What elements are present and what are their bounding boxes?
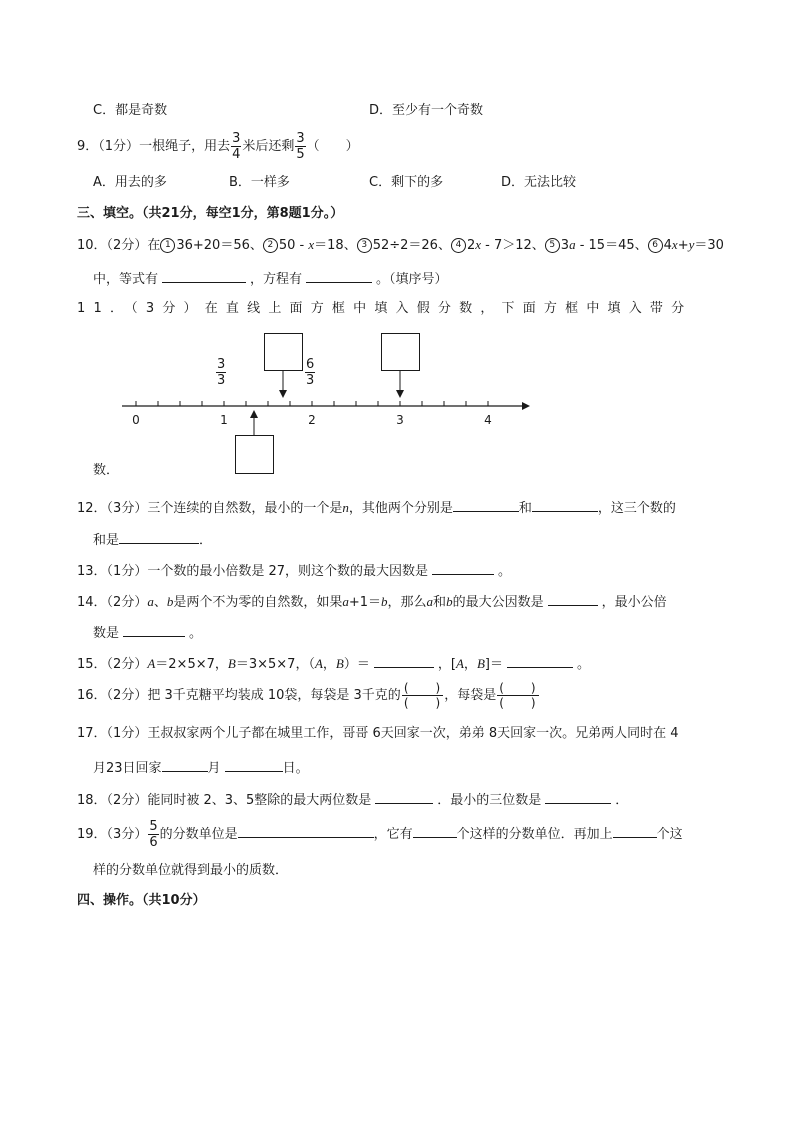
question-text: ， (463, 657, 477, 672)
q9-option-b: B．一样多 (229, 175, 290, 190)
answer-blank[interactable] (123, 624, 185, 637)
answer-blank[interactable] (532, 499, 598, 512)
question-text: 月23日回家 (93, 761, 162, 776)
expression: 2 (466, 238, 476, 253)
question-16 (77, 682, 540, 709)
q8-option-d: D．至少有一个奇数 (369, 103, 484, 118)
answer-fraction-blank[interactable] (497, 682, 538, 709)
question-text: ，它有 (373, 827, 413, 842)
question-text: ，其他两个分别是 (348, 501, 453, 516)
question-text: 是两个不为零的自然数，如果 (173, 595, 343, 610)
question-18 (77, 791, 628, 807)
question-score: （2分） (106, 657, 148, 672)
variable: b (166, 594, 174, 609)
variable: B (227, 656, 236, 671)
question-number: 19． (77, 827, 107, 842)
expression: + (677, 238, 689, 253)
circled-number: 2 (263, 238, 278, 253)
variable: y (688, 237, 695, 252)
question-text: 数是 (93, 626, 120, 641)
variable: A (314, 656, 323, 671)
question-text: ，最小公倍 (601, 595, 667, 610)
question-12 (77, 499, 676, 515)
question-text: 。（填序号） (376, 272, 448, 287)
answer-blank[interactable] (413, 825, 457, 838)
question-score: （2分） (106, 595, 148, 610)
question-text: 的分数单位是 (159, 827, 238, 842)
down-arrow-head (279, 390, 287, 398)
fraction-denominator: 5 (296, 147, 305, 162)
question-17-line-2 (93, 759, 309, 775)
question-text: 。 (576, 657, 590, 672)
question-score: （1分） (106, 726, 148, 741)
expression: 4 (663, 238, 672, 253)
fraction-denominator: 6 (149, 835, 158, 850)
variable: a (342, 594, 349, 609)
question-score: （3分） (106, 827, 148, 842)
question-text: 月 (207, 761, 221, 776)
question-number: 10． (77, 238, 107, 253)
question-text: 在 (147, 238, 161, 253)
expression: ＝30 (694, 238, 724, 253)
variable: a (569, 237, 576, 252)
question-text: ，方程有 (250, 272, 303, 287)
variable: B (476, 656, 485, 671)
question-text: 米后还剩 (242, 139, 295, 154)
expression: ＝18、 (314, 238, 357, 253)
tick-label: 1 (220, 413, 228, 427)
variable: a (426, 594, 434, 609)
tick-label: 3 (396, 413, 404, 427)
variable: B (335, 656, 344, 671)
answer-blank[interactable] (432, 562, 494, 575)
fraction-5-over-6 (148, 820, 158, 849)
expression: 50 - (278, 238, 309, 253)
question-text: ]＝ (484, 657, 503, 672)
question-text: +1＝ (348, 595, 382, 610)
fraction-numerator-blank[interactable]: ( ) (499, 681, 537, 695)
tick-labels (132, 413, 492, 427)
tick-label: 0 (132, 413, 140, 427)
answer-parentheses: （ ） (306, 139, 359, 154)
variable: b (381, 594, 388, 609)
q8-option-c: C．都是奇数 (93, 103, 168, 118)
question-number: 14． (77, 595, 107, 610)
question-13 (77, 562, 511, 578)
variable: n (342, 500, 349, 515)
question-text: 、 (153, 595, 167, 610)
question-score: （1分） (106, 564, 148, 579)
fraction-numerator: 3 (217, 357, 226, 372)
question-number: 15． (77, 657, 107, 672)
circled-number: 3 (357, 238, 372, 253)
circled-number: 4 (451, 238, 466, 253)
answer-fraction-blank[interactable] (402, 682, 443, 709)
answer-blank[interactable] (507, 655, 573, 668)
question-text: ）＝ (343, 657, 370, 672)
fraction-denominator: 4 (232, 147, 241, 162)
question-15 (77, 655, 590, 671)
tick-label: 2 (308, 413, 316, 427)
question-text: 和是 (93, 533, 120, 548)
question-17 (77, 727, 679, 740)
variable: A (455, 656, 464, 671)
tick-label: 4 (484, 413, 492, 427)
question-number: 16． (77, 688, 107, 703)
question-text: 。 (498, 564, 512, 579)
question-text: 个这样的分数单位．再加上 (456, 827, 613, 842)
answer-blank[interactable] (119, 531, 199, 544)
question-text: 能同时被 2、3、5整除的最大两位数是 (147, 793, 372, 808)
up-arrow-head (250, 410, 258, 418)
variable: x (475, 237, 482, 252)
expression: 3 (560, 238, 570, 253)
circled-number: 6 (648, 238, 663, 253)
answer-blank[interactable] (613, 825, 657, 838)
axis-arrow (522, 402, 530, 410)
question-text: 把 3千克糖平均装成 10袋，每袋是 3千克的 (147, 688, 401, 703)
question-text: ． (615, 793, 629, 808)
question-text: 一根绳子，用去 (139, 139, 231, 154)
variable: x (671, 237, 678, 252)
question-text: 日。 (282, 761, 309, 776)
fraction-numerator: 6 (306, 357, 315, 372)
fraction-numerator: 3 (296, 131, 305, 146)
question-number: 12． (77, 501, 107, 516)
question-score: （2分） (106, 688, 148, 703)
question-number: 9． (77, 139, 99, 154)
question-number: 18． (77, 793, 107, 808)
answer-blank[interactable] (548, 593, 598, 606)
question-text: 王叔叔家两个儿子都在城里工作，哥哥 6天回家一次，弟弟 8天回家一次。兄弟两人同时在 4 (147, 726, 679, 741)
question-number: 13． (77, 564, 107, 579)
question-text: ＝3×5×7，（ (235, 657, 315, 672)
question-text: ＝2×5×7， (155, 657, 228, 672)
q9-option-d: D．无法比较 (501, 175, 577, 190)
question-text: ．最小的三位数是 (437, 793, 542, 808)
fraction-denominator-blank[interactable]: ( ) (499, 696, 537, 710)
question-text: ， (322, 657, 336, 672)
fraction-denominator: 3 (217, 373, 226, 388)
answer-blank[interactable] (225, 759, 283, 772)
question-text: ． (199, 533, 213, 548)
fraction-numerator: 5 (149, 819, 158, 834)
question-text: 一个数的最小倍数是 27，则这个数的最大因数是 (147, 564, 429, 579)
variable: A (147, 656, 156, 671)
question-score: （2分） (106, 793, 148, 808)
question-text: 和 (433, 595, 447, 610)
variable: x (308, 237, 315, 252)
question-text: 的最大公因数是 (452, 595, 544, 610)
expression: - 15＝45、 (575, 238, 648, 253)
question-14 (77, 593, 667, 609)
question-19-line-2: 样的分数单位就得到最小的质数． (93, 863, 289, 878)
circled-number: 5 (545, 238, 560, 253)
question-text: 。 (189, 626, 203, 641)
section-4-title: 四、操作。（共10分） (77, 893, 206, 908)
variable: b (446, 594, 453, 609)
fraction-numerator: 3 (232, 131, 241, 146)
question-19 (77, 820, 683, 849)
question-11: 11．（3分）在直线上面方框中填入假分数，下面方框中填入带分 (77, 301, 693, 316)
expression: 36+20＝56、 (176, 238, 263, 253)
q9-option-c: C．剩下的多 (369, 175, 444, 190)
number-line (0, 0, 794, 480)
question-number: 17． (77, 726, 107, 741)
variable: a (147, 594, 154, 609)
question-score: （1分） (98, 139, 140, 154)
question-12-line-2 (93, 531, 212, 547)
question-text: 三个连续的自然数，最小的一个是 (147, 501, 343, 516)
fraction-denominator: 3 (306, 373, 315, 388)
answer-blank[interactable] (545, 791, 611, 804)
question-text: ，这三个数的 (597, 501, 676, 516)
expression: - 7＞12、 (481, 238, 545, 253)
tick-marks (136, 401, 488, 406)
question-text: ，那么 (387, 595, 427, 610)
fraction-numerator-blank[interactable]: ( ) (403, 681, 442, 695)
question-text: ，[ (437, 657, 456, 672)
q9-option-a: A．用去的多 (93, 175, 167, 190)
question-text: 和 (518, 501, 532, 516)
question-text: ，每袋是 (444, 688, 497, 703)
question-score: （3分） (106, 501, 148, 516)
answer-blank[interactable] (453, 499, 519, 512)
question-text: 个这 (656, 827, 683, 842)
question-text: 中，等式有 (93, 272, 159, 287)
down-arrow-head (396, 390, 404, 398)
answer-blank[interactable] (374, 655, 434, 668)
question-11-end: 数． (93, 463, 120, 478)
fraction-denominator-blank[interactable]: ( ) (403, 696, 442, 710)
expression: 52÷2＝26、 (372, 238, 451, 253)
question-score: （2分） (106, 238, 148, 253)
answer-blank[interactable] (375, 791, 433, 804)
circled-number: 1 (160, 238, 175, 253)
answer-blank[interactable] (162, 759, 208, 772)
question-14-line-2 (93, 624, 202, 640)
answer-blank[interactable] (238, 825, 374, 838)
section-3-title: 三、填空。（共21分，每空1分，第8题1分。） (77, 206, 344, 221)
